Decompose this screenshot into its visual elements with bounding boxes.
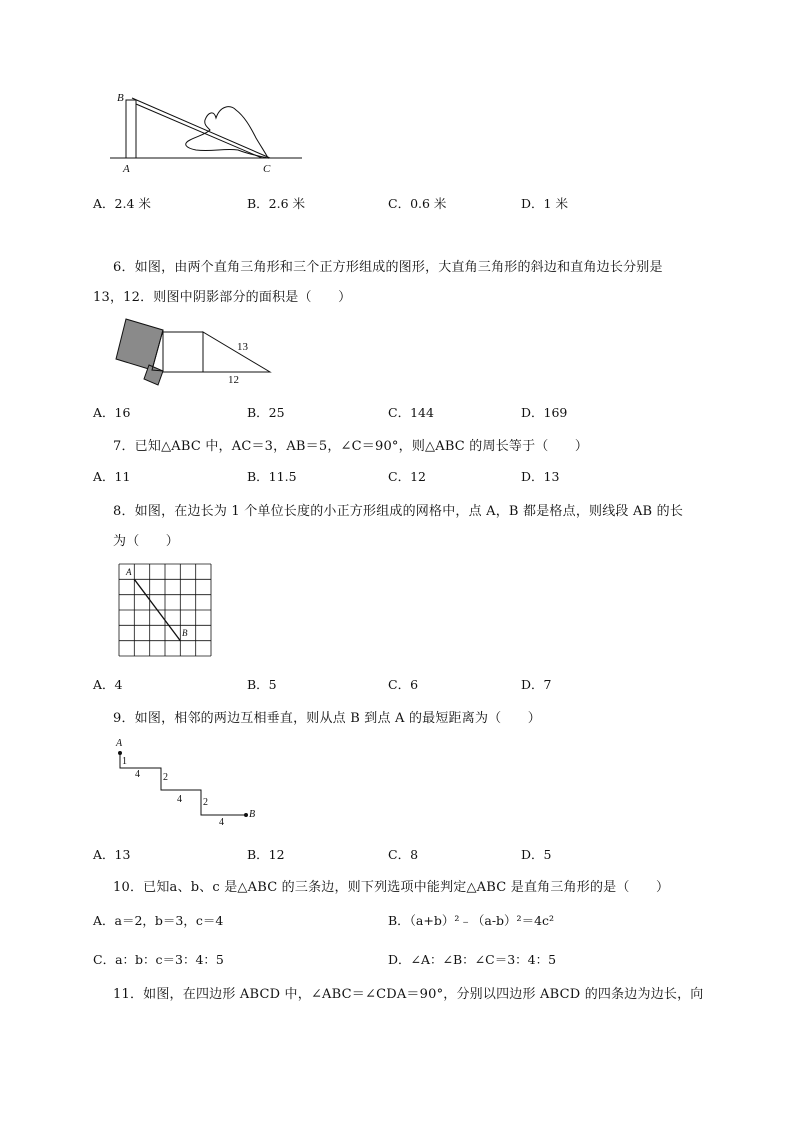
- q7-option-d[interactable]: D．13: [521, 469, 560, 484]
- q5-option-c[interactable]: C．0.6 米: [388, 196, 447, 211]
- q8-option-a[interactable]: A．4: [93, 677, 123, 692]
- q9-text: 9．如图，相邻的两边互相垂直，则从点 B 到点 A 的最短距离为（ ）: [113, 711, 541, 726]
- q8-text-line2: 为（ ）: [113, 534, 180, 549]
- q9-label-b: B: [249, 809, 256, 820]
- q7-option-c[interactable]: C．12: [388, 469, 426, 484]
- q8-option-d[interactable]: D．7: [521, 677, 552, 692]
- q8-option-b[interactable]: B．5: [247, 677, 277, 692]
- q6-option-a[interactable]: A．16: [93, 405, 131, 420]
- q5-label-c: C: [263, 163, 271, 175]
- q9-side-4: 4: [177, 794, 182, 805]
- q5-label-a: A: [123, 163, 130, 175]
- q10-option-a[interactable]: A．a＝2，b＝3，c＝4: [93, 913, 224, 928]
- q9-option-b[interactable]: B．12: [247, 847, 285, 862]
- q9-side-5: 2: [203, 797, 208, 808]
- q6-label-leg: 12: [228, 374, 239, 386]
- q7-option-b[interactable]: B．11.5: [247, 469, 297, 484]
- q8-label-b: B: [182, 628, 188, 638]
- q6-option-b[interactable]: B．25: [247, 405, 285, 420]
- q8-label-a: A: [126, 567, 132, 577]
- q6-option-c[interactable]: C．144: [388, 405, 434, 420]
- q8-option-c[interactable]: C．6: [388, 677, 419, 692]
- q8-text-line1: 8．如图，在边长为 1 个单位长度的小正方形组成的网格中，点 A，B 都是格点，则线段 AB 的长: [113, 504, 684, 519]
- q10-option-c[interactable]: C．a：b：c＝3：4：5: [93, 952, 224, 967]
- q6-text-line1: 6．如图，由两个直角三角形和三个正方形组成的图形，大直角三角形的斜边和直角边长分别是: [113, 260, 663, 275]
- q9-side-1: 1: [122, 756, 127, 767]
- q5-label-b: B: [117, 92, 124, 104]
- q9-option-a[interactable]: A．13: [93, 847, 131, 862]
- q7-text: 7．已知△ABC 中，AC＝3，AB＝5，∠C＝90°，则△ABC 的周长等于（ ）: [113, 439, 589, 454]
- q7-option-a[interactable]: A．11: [93, 469, 131, 484]
- q6-text-line2: 13，12．则图中阴影部分的面积是（ ）: [93, 290, 352, 305]
- q9-side-2: 4: [135, 769, 140, 780]
- q10-option-d[interactable]: D．∠A：∠B：∠C＝3：4：5: [388, 952, 557, 967]
- q5-option-a[interactable]: A．2.4 米: [93, 196, 151, 211]
- q5-option-d[interactable]: D．1 米: [521, 196, 568, 211]
- q9-option-c[interactable]: C．8: [388, 847, 419, 862]
- q6-label-hyp: 13: [237, 341, 248, 353]
- q9-side-6: 4: [219, 817, 224, 828]
- q11-text: 11．如图，在四边形 ABCD 中，∠ABC＝∠CDA＝90°，分别以四边形 ABCD 的四条边为边长，向: [113, 987, 704, 1002]
- q10-option-b[interactable]: B．（a+b）²﹣（a-b）²＝4c²: [388, 913, 555, 928]
- q9-option-d[interactable]: D．5: [521, 847, 552, 862]
- q10-text: 10．已知a、b、c 是△ABC 的三条边，则下列选项中能判定△ABC 是直角三角形的是（ ）: [113, 880, 670, 895]
- q6-option-d[interactable]: D．169: [521, 405, 568, 420]
- q9-side-3: 2: [163, 772, 168, 783]
- q9-label-a: A: [116, 738, 123, 749]
- q5-option-b[interactable]: B．2.6 米: [247, 196, 306, 211]
